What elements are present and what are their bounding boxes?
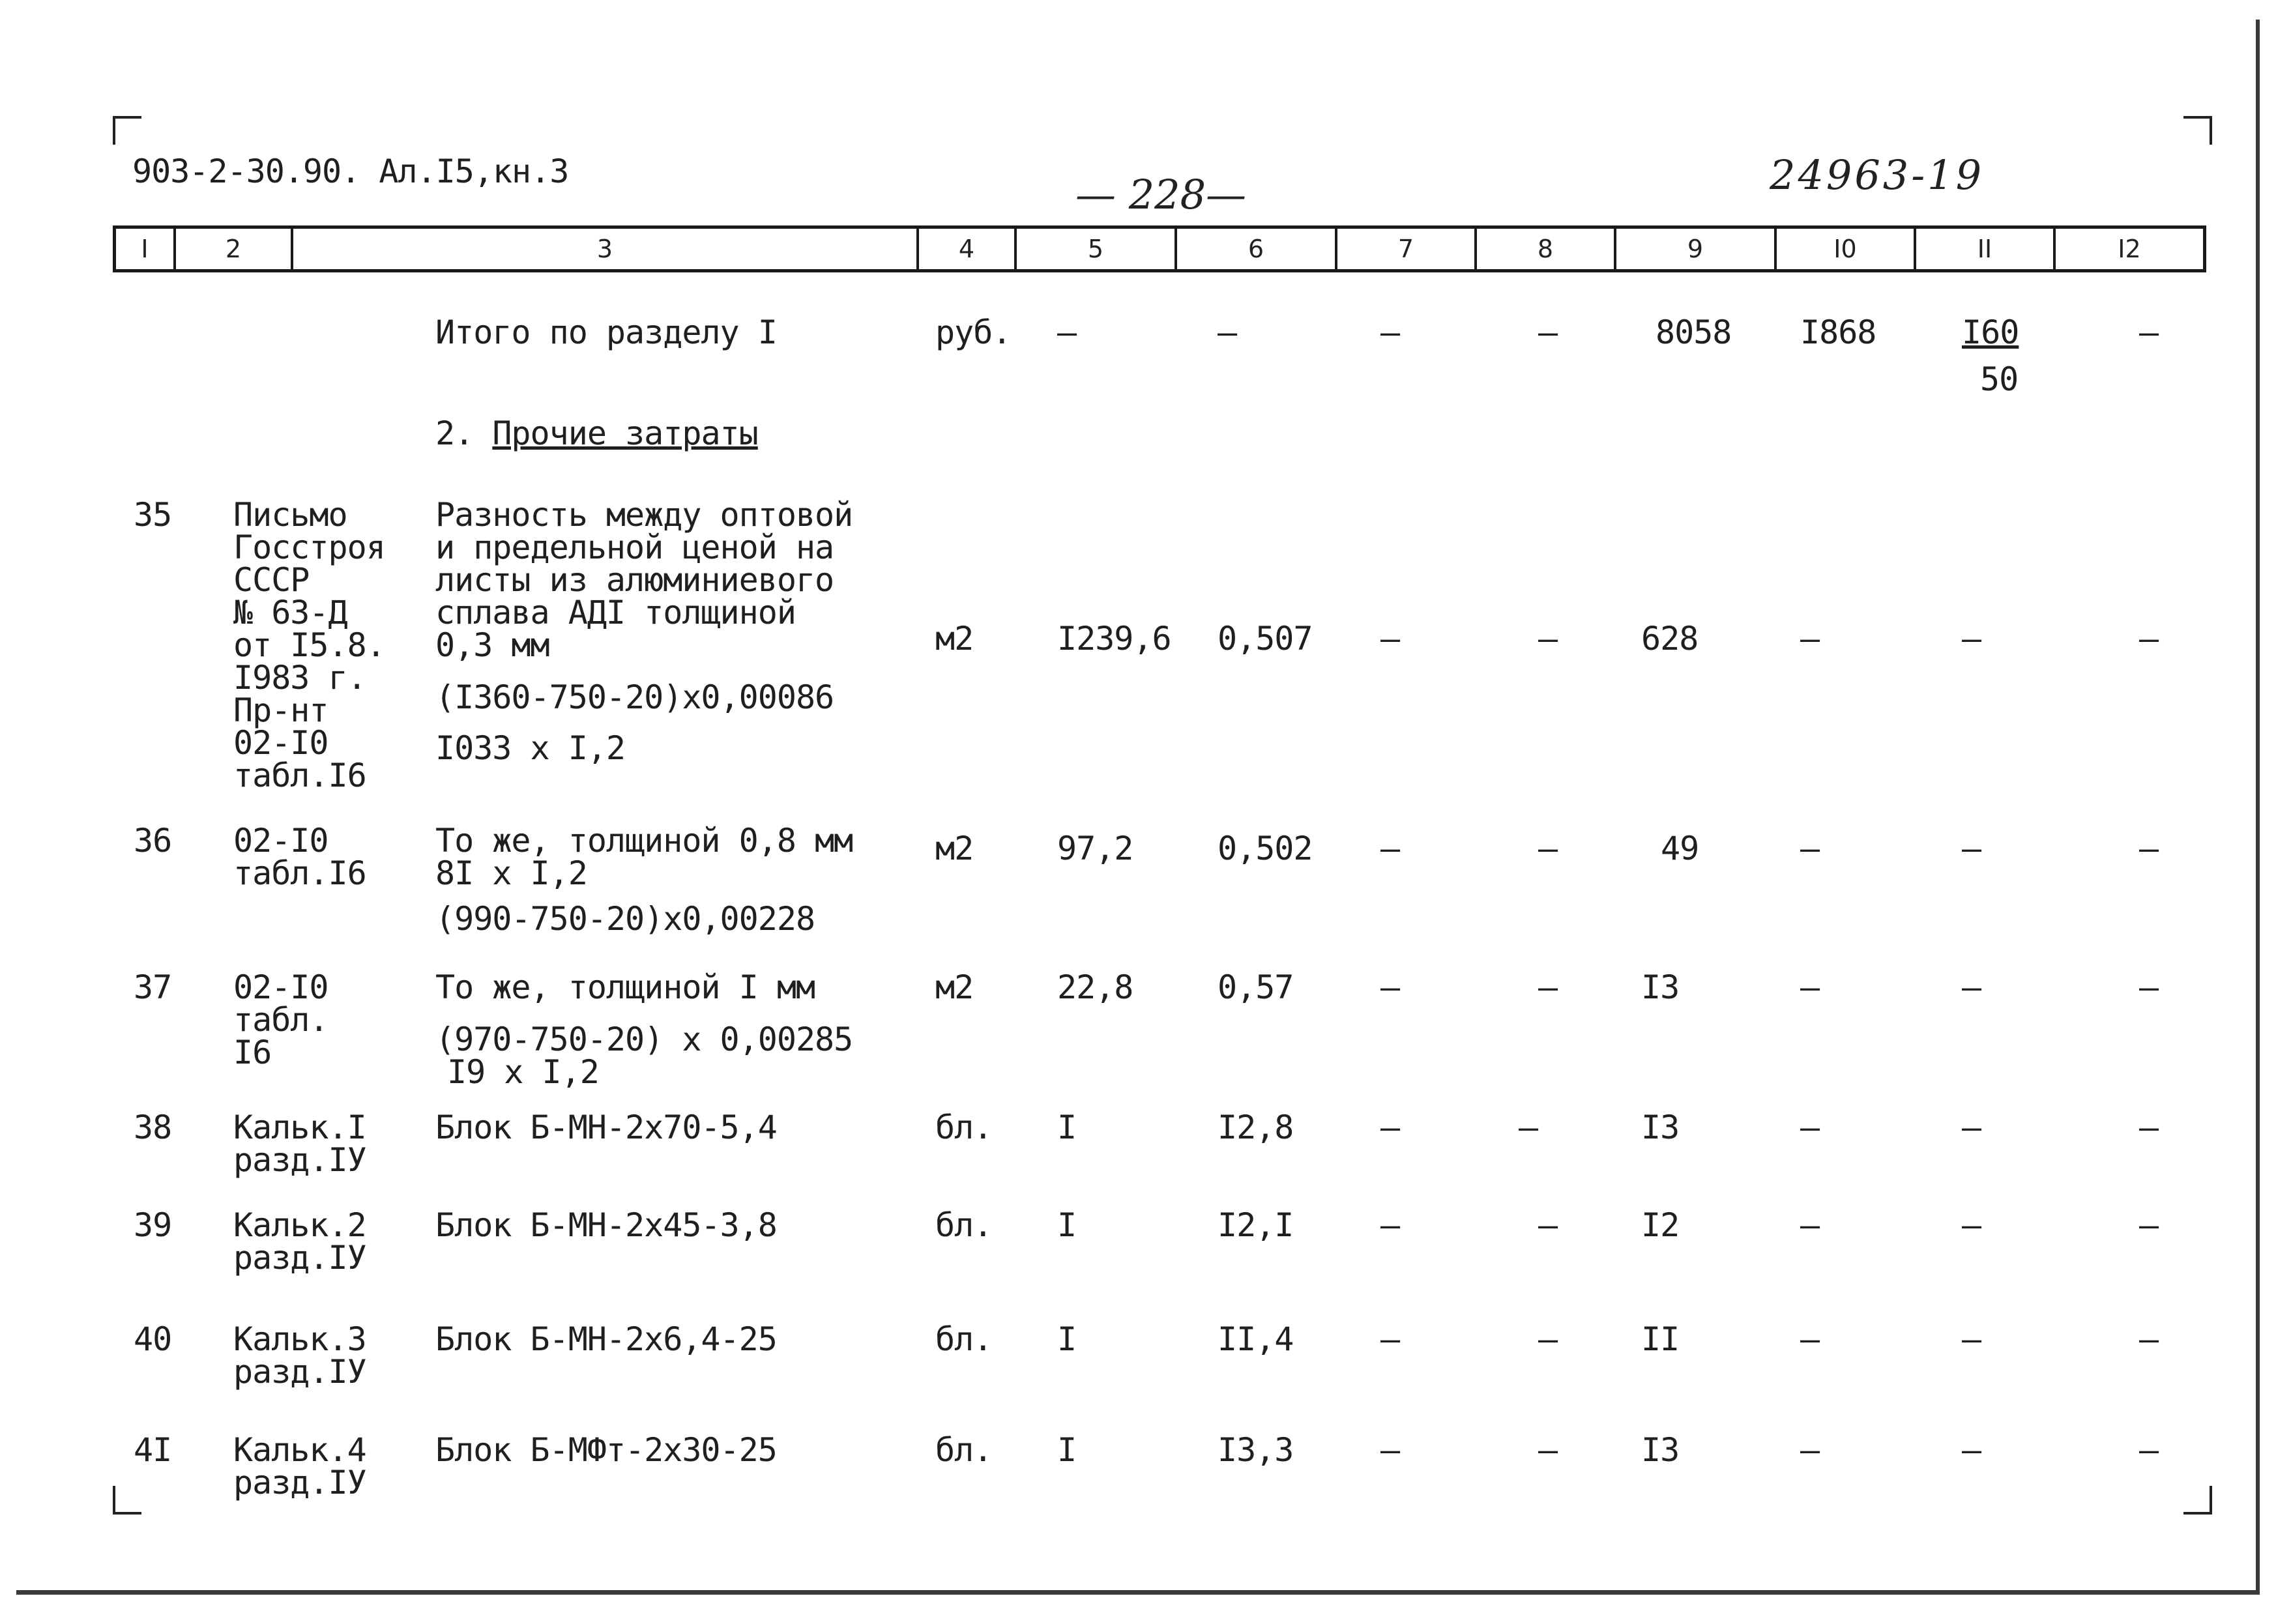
- cell-col6: I2,8: [1218, 1109, 1294, 1146]
- cell-col7: –: [1380, 1109, 1400, 1146]
- row-number: 4I: [134, 1431, 172, 1469]
- calculation-line: (I360-750-20)х0,00086: [435, 678, 834, 716]
- column-number: 6: [1177, 229, 1337, 269]
- cell-col11: –: [1962, 968, 1981, 1006]
- handwritten-number: 24963-19: [1770, 151, 1985, 199]
- cell-col5: I239,6: [1057, 620, 1171, 658]
- fraction-denominator: 50: [1980, 360, 2019, 398]
- column-number: I: [116, 229, 176, 269]
- cell-col6: I2,I: [1218, 1206, 1294, 1244]
- row-description: [435, 1206, 777, 1244]
- cell-col9: 49: [1661, 830, 1699, 867]
- cell-col5: I: [1057, 1109, 1077, 1146]
- row-number: 36: [134, 822, 172, 860]
- row-unit: бл.: [935, 1206, 993, 1244]
- row-number: 40: [134, 1320, 172, 1358]
- column-number-header: [113, 225, 2206, 272]
- column-number: 7: [1337, 229, 1477, 269]
- basis-line: разд.IУ: [233, 1141, 366, 1179]
- cell-col6: I3,3: [1218, 1431, 1294, 1469]
- cell-col5: 97,2: [1057, 830, 1133, 867]
- cell-col6: 0,507: [1218, 620, 1313, 658]
- row-unit: бл.: [935, 1431, 993, 1469]
- basis-line: разд.IУ: [233, 1464, 366, 1501]
- cell-col10: –: [1800, 620, 1820, 658]
- cell-col11: –: [1962, 1431, 1981, 1469]
- cell-col10: I868: [1800, 313, 1876, 351]
- cell-col8: –: [1538, 1206, 1558, 1244]
- cell-col9: II: [1641, 1320, 1680, 1358]
- cell-col12: –: [2139, 1206, 2159, 1244]
- row-basis: [233, 1206, 366, 1277]
- description-line: То же, толщиной I мм: [435, 968, 815, 1006]
- calculation-line: I033 х I,2: [435, 729, 626, 767]
- row-basis: [233, 1109, 366, 1179]
- row-description: [435, 496, 853, 767]
- description-line: То же, толщиной 0,8 мм: [435, 822, 853, 860]
- cell-col7: –: [1380, 620, 1400, 658]
- cell-col11: –: [1962, 1206, 1981, 1244]
- cell-col7: –: [1380, 968, 1400, 1006]
- cell-col6: –: [1218, 313, 1237, 351]
- cell-col8: –: [1538, 313, 1558, 351]
- description-line: 0,3 мм: [435, 626, 549, 664]
- cell-col9: 8058: [1656, 313, 1732, 351]
- corner-mark-top-left: [113, 116, 141, 145]
- column-number: I0: [1777, 229, 1916, 269]
- description-line: сплава АДI толщиной: [435, 594, 796, 631]
- page-right-rule: [2256, 20, 2260, 1595]
- basis-line: от I5.8.: [233, 626, 385, 664]
- row-description: [435, 1320, 777, 1358]
- cell-col7: –: [1380, 313, 1400, 351]
- basis-line: I6: [233, 1034, 272, 1071]
- row-description: [435, 1111, 777, 1144]
- cell-col8: –: [1538, 968, 1558, 1006]
- cell-col9: I3: [1641, 1431, 1680, 1469]
- row-number: 35: [134, 496, 172, 534]
- basis-line: Кальк.3: [233, 1320, 366, 1358]
- corner-mark-bottom-left: [113, 1486, 141, 1515]
- cell-col9: I3: [1641, 968, 1680, 1006]
- cell-col5: I: [1057, 1320, 1077, 1358]
- column-number: I2: [2118, 235, 2141, 263]
- row-basis: [233, 968, 328, 1071]
- description-line: листы из алюминиевого: [435, 561, 834, 599]
- row-unit: м2: [935, 620, 974, 658]
- cell-col12: –: [2139, 968, 2159, 1006]
- basis-line: табл.I6: [233, 854, 366, 892]
- description-line: 8I х I,2: [435, 854, 587, 892]
- column-number: 9: [1616, 229, 1777, 269]
- basis-line: Кальк.2: [233, 1206, 366, 1244]
- basis-line: I983 г.: [233, 659, 366, 697]
- basis-line: Кальк.4: [233, 1431, 366, 1469]
- cell-col11: –: [1962, 1109, 1981, 1146]
- basis-line: разд.IУ: [233, 1353, 366, 1391]
- description-line: Блок Б-МН-2х70-5,4: [435, 1109, 777, 1146]
- description-line: Блок Б-МФт-2х30-25: [435, 1431, 777, 1469]
- basis-line: Госстроя: [233, 529, 385, 566]
- cell-col9: I3: [1641, 1109, 1680, 1146]
- cell-col8: –: [1538, 830, 1558, 867]
- basis-line: СССР: [233, 561, 310, 599]
- calculation-line: (990-750-20)х0,00228: [435, 900, 815, 938]
- column-number: 4: [919, 229, 1017, 269]
- row-number: 37: [134, 968, 172, 1006]
- cell-col5: I: [1057, 1431, 1077, 1469]
- column-number: 2: [176, 229, 293, 269]
- cell-col11-fraction: [1962, 313, 2019, 398]
- cell-col10: –: [1800, 830, 1820, 867]
- cell-col11: –: [1962, 1320, 1981, 1358]
- basis-line: разд.IУ: [233, 1239, 366, 1277]
- cell-col7: –: [1380, 1431, 1400, 1469]
- cell-col8: –: [1538, 1320, 1558, 1358]
- fraction-numerator: I60: [1962, 313, 2019, 351]
- description-line: Блок Б-МН-2х6,4-25: [435, 1320, 777, 1358]
- cell-col12: –: [2139, 1431, 2159, 1469]
- cell-col8: –: [1538, 620, 1558, 658]
- cell-col5: –: [1057, 313, 1077, 351]
- row-basis: [233, 496, 385, 794]
- row-basis: [233, 1320, 366, 1391]
- description-line: Разность между оптовой: [435, 496, 853, 534]
- cell-col11: –: [1962, 830, 1981, 867]
- basis-line: Письмо: [233, 496, 347, 534]
- basis-line: Пр-нт: [233, 691, 328, 729]
- basis-line: табл.I6: [233, 757, 366, 794]
- cell-col7: –: [1380, 830, 1400, 867]
- basis-line: 02-I0: [233, 724, 328, 762]
- cell-col5: I: [1057, 1206, 1077, 1244]
- row-basis: [233, 1431, 366, 1501]
- row-description: [435, 968, 853, 1091]
- cell-col12: –: [2139, 830, 2159, 867]
- cell-col12: –: [2139, 1109, 2159, 1146]
- cell-col9: I2: [1641, 1206, 1680, 1244]
- row-unit: м2: [935, 968, 974, 1006]
- row-unit: бл.: [935, 1109, 993, 1146]
- section-title: Прочие затраты: [492, 414, 758, 452]
- cell-col6: II,4: [1218, 1320, 1294, 1358]
- cell-col5: 22,8: [1057, 968, 1133, 1006]
- column-number: 5: [1017, 229, 1177, 269]
- cell-col11: –: [1962, 620, 1981, 658]
- row-number: 38: [134, 1109, 172, 1146]
- cell-col6: 0,502: [1218, 830, 1313, 867]
- cell-col12: –: [2139, 620, 2159, 658]
- row-description: [435, 1431, 777, 1469]
- row-description: [435, 822, 853, 938]
- cell-col12: –: [2139, 1320, 2159, 1358]
- column-number: 3: [293, 229, 919, 269]
- column-number: II: [1916, 229, 2056, 269]
- basis-line: табл.: [233, 1001, 328, 1039]
- cell-col10: –: [1800, 1320, 1820, 1358]
- corner-mark-bottom-right: [2183, 1486, 2212, 1515]
- cell-col10: –: [1800, 1431, 1820, 1469]
- row-unit: бл.: [935, 1320, 993, 1358]
- cell-col8: –: [1538, 1431, 1558, 1469]
- column-number: 8: [1477, 229, 1616, 269]
- cell-col10: –: [1800, 1206, 1820, 1244]
- section-number: 2.: [435, 414, 474, 452]
- page-bottom-rule: [16, 1590, 2258, 1595]
- calculation-line: (970-750-20) х 0,00285: [435, 1021, 853, 1058]
- page-number: — 228—: [1075, 171, 1247, 218]
- cell-col7: –: [1380, 1320, 1400, 1358]
- cell-col12: –: [2139, 313, 2159, 351]
- section-heading-text: [435, 414, 758, 452]
- cell-col7: –: [1380, 1206, 1400, 1244]
- cell-col10: –: [1800, 1109, 1820, 1146]
- document-code: 903-2-30.90. Ал.I5,кн.3: [132, 152, 569, 190]
- total-label: Итого по разделу I: [435, 313, 777, 351]
- row-unit: м2: [935, 830, 974, 867]
- corner-mark-top-right: [2183, 116, 2212, 145]
- row-number: 39: [134, 1206, 172, 1244]
- cell-col9: 628: [1641, 620, 1699, 658]
- description-line: и предельной ценой на: [435, 529, 834, 566]
- cell-col10: –: [1800, 968, 1820, 1006]
- basis-line: Кальк.I: [233, 1109, 366, 1146]
- cell-col8: –: [1519, 1109, 1538, 1146]
- cell-col6: 0,57: [1218, 968, 1294, 1006]
- total-unit: руб.: [935, 313, 1012, 351]
- description-line: Блок Б-МН-2х45-3,8: [435, 1206, 777, 1244]
- calculation-line: I9 х I,2: [447, 1053, 599, 1091]
- basis-line: 02-I0: [233, 822, 328, 860]
- basis-line: 02-I0: [233, 968, 328, 1006]
- basis-line: № 63-Д: [233, 594, 347, 631]
- row-basis: [233, 824, 366, 890]
